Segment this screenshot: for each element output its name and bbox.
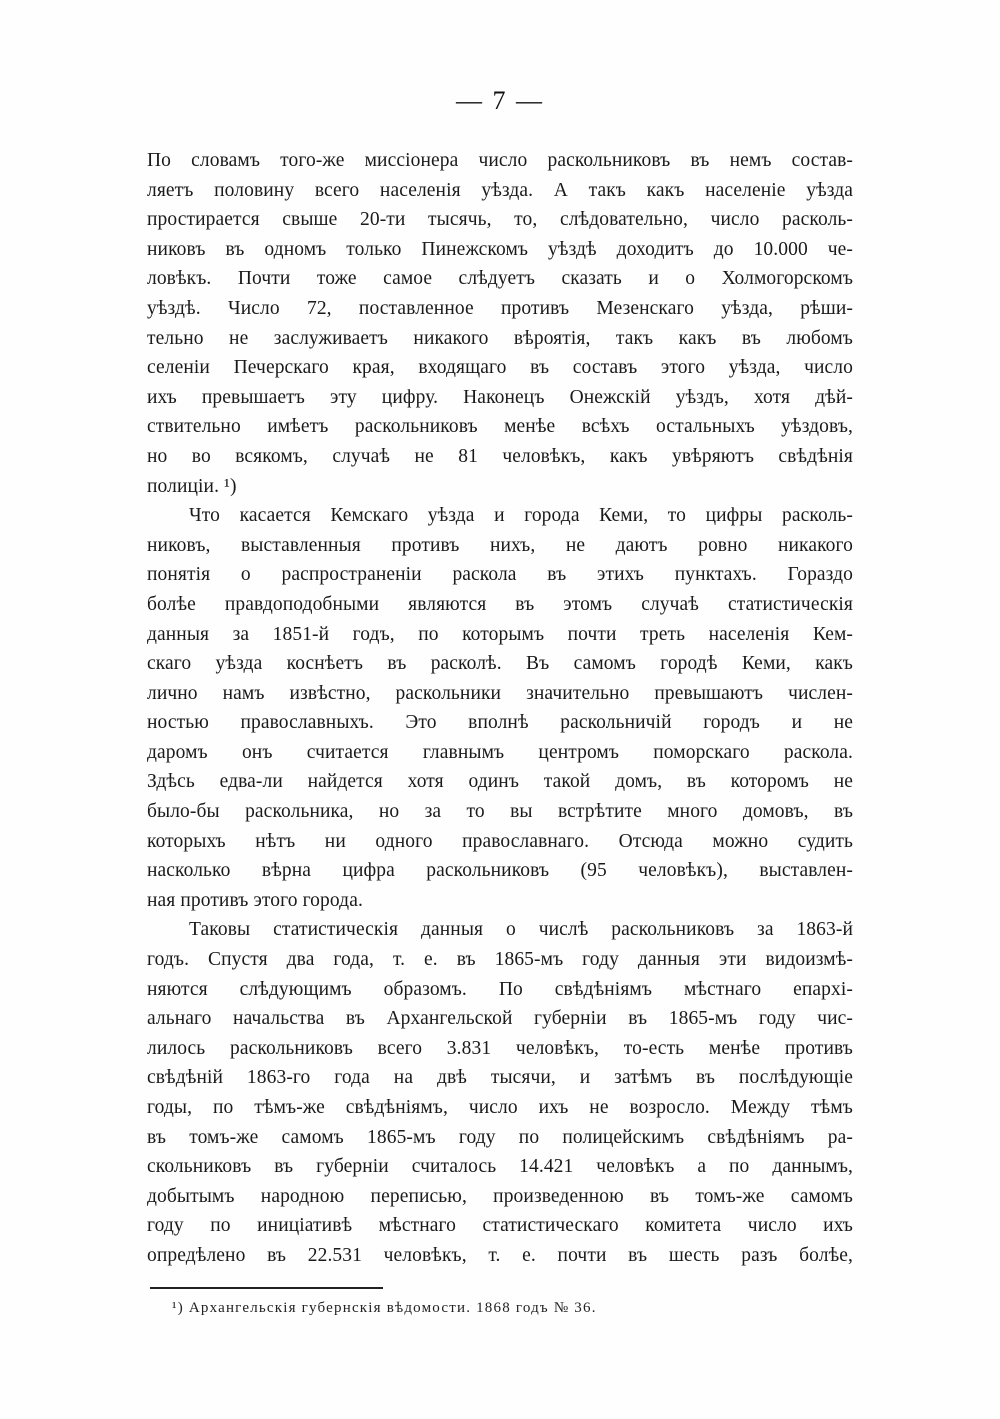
text-line: Здѣсь едва-ли найдется хотя одинъ такой домъ, въ которомъ не — [147, 771, 853, 793]
text-line: добытымъ народною переписью, произведенною въ томъ-же самомъ — [147, 1185, 853, 1207]
paragraph-3 — [147, 915, 853, 1270]
text-line: данныя за 1851-й годъ, по которымъ почти треть населенія Кем- — [147, 623, 853, 645]
text-line: ная противъ этого города. — [147, 889, 363, 911]
text-line: которыхъ нѣтъ ни одного православнаго. Отсюда можно судить — [147, 830, 853, 852]
text-line: но во всякомъ, случаѣ не 81 человѣкъ, какъ увѣряютъ свѣдѣнія — [147, 445, 853, 467]
text-line: селеніи Печерскаго края, входящаго въ составъ этого уѣзда, число — [147, 357, 853, 379]
paragraph-2 — [147, 501, 853, 915]
text-line: По словамъ того-же миссіонера число раскольниковъ въ немъ состав- — [147, 150, 853, 171]
text-line: никовъ, выставленныя противъ нихъ, не даютъ ровно никакого — [147, 534, 853, 556]
text-line: ловѣкъ. Почти тоже самое слѣдуетъ сказать и о Холмогорскомъ — [147, 268, 853, 290]
text-line: уѣздѣ. Число 72, поставленное противъ Мезенскаго уѣзда, рѣши- — [147, 297, 853, 319]
text-line: скаго уѣзда коснѣетъ въ расколѣ. Въ самомъ городѣ Кеми, какъ — [147, 653, 853, 675]
text-line: Таковы статистическія данныя о числѣ раскольниковъ за 1863-й — [189, 919, 853, 941]
text-line: годъ. Спустя два года, т. е. въ 1865-мъ году данныя эти видоизмѣ- — [147, 949, 853, 971]
text-line: лилось раскольниковъ всего 3.831 человѣкъ, то-есть менѣе противъ — [147, 1037, 853, 1059]
footnote — [172, 1300, 597, 1317]
text-line: насколько вѣрна цифра раскольниковъ (95 человѣкъ), выставлен- — [147, 860, 853, 882]
text-line: въ томъ-же самомъ 1865-мъ году по полицейскимъ свѣдѣніямъ ра- — [147, 1126, 853, 1148]
text-line: ляетъ половину всего населенія уѣзда. А такъ какъ населеніе уѣзда — [147, 179, 853, 201]
text-line: было-бы раскольника, но за то вы встрѣтите много домовъ, въ — [147, 801, 853, 823]
text-line: никовъ въ одномъ только Пинежскомъ уѣздѣ доходитъ до 10.000 че- — [147, 238, 853, 260]
text-line: году по иниціативѣ мѣстнаго статистическаго комитета число ихъ — [147, 1215, 853, 1237]
text-line: простирается свыше 20-ти тысячь, то, слѣдовательно, число расколь- — [147, 209, 853, 231]
text-line: болѣе правдоподобными являются въ этомъ случаѣ статистическія — [147, 593, 853, 615]
page-number: — 7 — — [456, 86, 544, 115]
text-line-footnote-ref: полиціи. ¹) — [147, 475, 237, 497]
paragraph-1 — [147, 146, 853, 501]
text-line: тельно не заслуживаетъ никакого вѣроятія, такъ какъ въ любомъ — [147, 327, 853, 349]
text-line: скольниковъ въ губерніи считалось 14.421 человѣкъ а по даннымъ, — [147, 1156, 853, 1178]
text-line: Что касается Кемскаго уѣзда и города Кеми, то цифры расколь- — [189, 505, 853, 527]
text-line: даромъ онъ считается главнымъ центромъ поморскаго раскола. — [147, 741, 853, 763]
body-text — [147, 146, 853, 1271]
footnote-divider — [150, 1287, 383, 1289]
text-line: свѣдѣній 1863-го года на двѣ тысячи, и затѣмъ въ послѣдующіе — [147, 1067, 853, 1089]
text-line: годы, по тѣмъ-же свѣдѣніямъ, число ихъ не возросло. Между тѣмъ — [147, 1097, 853, 1118]
text-line: ностью православныхъ. Это вполнѣ раскольничій городъ и не — [147, 712, 853, 734]
text-line: ствительно имѣетъ раскольниковъ менѣе всѣхъ остальныхъ уѣздовъ, — [147, 416, 853, 438]
text-line: няются слѣдующимъ образомъ. По свѣдѣніямъ мѣстнаго епархі- — [147, 978, 853, 1000]
footnote-marker: ¹) — [172, 1300, 184, 1316]
text-line: лично намъ извѣстно, раскольники значительно превышаютъ числен- — [147, 682, 853, 704]
footnote-text: Архангельскія губернскія вѣдомости. 1868 годъ № 36. — [188, 1300, 597, 1316]
text-line: ихъ превышаетъ эту цифру. Наконецъ Онежскій уѣздъ, хотя дѣй- — [147, 386, 853, 408]
text-line: понятія о распространеніи раскола въ этихъ пунктахъ. Гораздо — [147, 564, 853, 586]
text-line: альнаго начальства въ Архангельской губерніи въ 1865-мъ году чис- — [147, 1008, 853, 1030]
text-line: опредѣлено въ 22.531 человѣкъ, т. е. почти въ шесть разъ болѣе, — [147, 1244, 853, 1266]
